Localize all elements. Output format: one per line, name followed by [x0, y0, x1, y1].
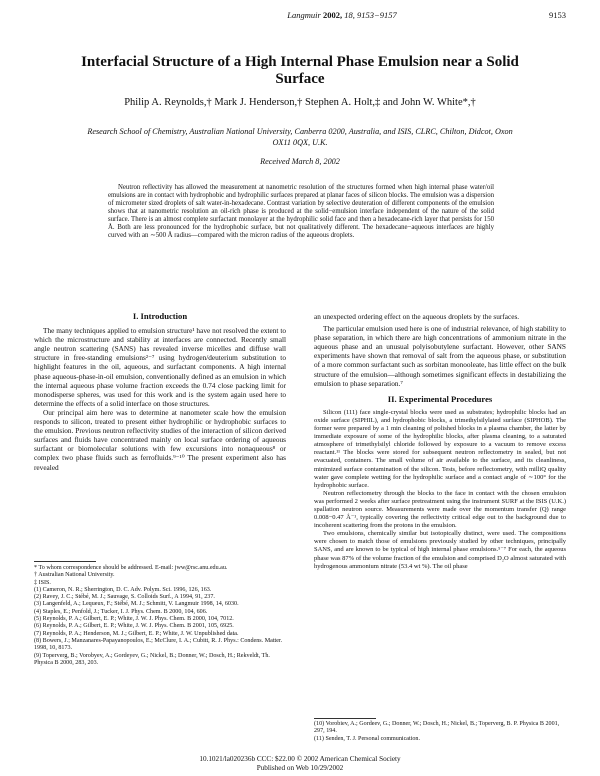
footnote: (4) Staples, E.; Penfold, J.; Tucker, I. J. Phys. Chem. B 2000, 104, 606.: [34, 608, 208, 615]
received-date: Received March 8, 2002: [260, 157, 340, 166]
paragraph: The many techniques applied to emulsion structure¹ have not resolved the extent to which the microstructure and stability at interfaces are connected. Recently small angle neutron scattering (SANS) has revealed inverse micelles and diffuse wall structure in free-standing emulsions²⁻⁷ using hydrogen/deuterium substitution to highlight features in the oil, aqueous, and surfactant components. A high internal phase aqueous-phase-in-oil emulsion, conventionally defined as an emulsion in which the internal aqueous phase volume fraction exceeds the 0.74 close packing limit for monodisperse spheres, was used for this work and is the system again used here to determine the effects of a solid interface on those structures.: [34, 326, 286, 408]
right-column: [314, 312, 566, 571]
page-number: 9153: [549, 10, 566, 20]
paragraph: an unexpected ordering effect on the aqueous droplets by the surfaces.: [314, 312, 520, 321]
footnote: (1) Cameron, N. R.; Sherrington, D. C. Adv. Polym. Sci. 1996, 126, 163.: [34, 586, 212, 593]
footnotes-right: [314, 721, 566, 743]
paragraph: Our principal aim here was to determine at nanometer scale how the emulsion responds to silicon, treated to present either hydrophilic or hydrophobic surfaces to the emulsion. Previous neutron reflectivity studies of the interaction of silicon derived surfaces and fluids have concentrated mainly on local surface ordering of aqueous surfactant or biomolecular solutions with few excursions into nonaqueous⁸ or complex two phase fluids such as ferrofluids.⁹⁻¹⁰ The present experiment also has revealed: [34, 407, 286, 472]
footer-published: Published on Web 10/29/2002: [256, 764, 344, 772]
article-title: Interfacial Structure of a High Internal Phase Emulsion near a Solid Surface: [81, 54, 519, 87]
footnote: (7) Reynolds, P. A.; Henderson, M. J.; Gilbert, E. P.; White, J. W. Unpublished data.: [34, 630, 239, 637]
journal-name: Langmuir: [287, 10, 321, 20]
footnote: † Australian National University.: [34, 572, 115, 579]
footnote-divider: [34, 561, 96, 562]
paragraph: Neutron reflectometry through the blocks to the face in contact with the chosen emulsion was performed 2 weeks after surface pretreatment using the instrument SURF at the ISIS (U.K.) spallation neutron source. Measurements were made over the momentum transfer (Q) range 0.008−0.47 Å⁻¹, typically covering the reflectivity critical edge out to the background due to incoherent scattering from the protons in the emulsion.: [314, 489, 566, 530]
paragraph: Silicon (111) face single-crystal blocks were used as substrates; hydrophilic blocks had an oxide surface (SIPHIL), and hydrophobic blocks, a trimethylsilylated surface (SIPHOB). The former were prepared by a 1 min cleaning of polished blocks in a plasma chamber, the latter by immediate exposure of some of the hydrophilic blocks, after plasma cleaning, to a saturated atmosphere of trimethylsilyl chloride followed by exposure to a vacuum to remove excess reactant.¹¹ The blocks were stored for subsequent neutron reflectometry in sealed, but not evacuated, containers. The small volume of air available to the surface, and its cleanliness, minimized surface contamination of the silicon. Tests, before reflectometry, with milliQ quality water gave complete wetting for the hydrophilic surface and a contact angle of ∼100° for the hydrophobic surface.: [314, 408, 566, 489]
affiliation: Research School of Chemistry, Australian National University, Canberra 0200, Australia, and ISIS, CLRC, Chilton, Didcot, Oxon OX11 0QX, U.K.: [87, 127, 513, 147]
author-list: Philip A. Reynolds,† Mark J. Henderson,† Stephen A. Holt,‡ and John W. White*,†: [124, 97, 476, 108]
footnote: (6) Reynolds, P. A.; Gilbert, E. P.; White, J. W. J. Phys. Chem. B 2001, 105, 6925.: [34, 623, 234, 630]
section-heading-introduction: I. Introduction: [132, 311, 188, 321]
footnote: (11) Senden, T. J. Personal communication.: [314, 735, 421, 742]
left-column: [34, 312, 286, 472]
footnote: (5) Reynolds, P. A.; Gilbert, E. P.; White, J. W. J. Phys. Chem. B 2000, 104, 7012.: [34, 616, 234, 623]
footnote-divider: [314, 718, 376, 719]
footnote: (3) Langenfeld, A.; Lequeux, F.; Stébé, M. J.; Schmitt, V. Langmuir 1998, 14, 6030.: [34, 601, 239, 608]
section-heading-experimental: II. Experimental Procedures: [387, 393, 493, 404]
footnote: (9) Toperverg, B.; Vorobyev, A.; Gordeyev, G.; Nickel, B.; Donner, W.; Dosch, H.; Rekveldt, Th. Physica B 2000, 283, 203.: [34, 652, 270, 666]
paragraph: The particular emulsion used here is one of industrial relevance, of high stability to phase separation, in which there are high concentrations of ammonium nitrate in the aqueous phase and an unusual polyisobutylene surfactant. However, other SANS experiments have shown that removal of salt from the aqueous phase, or substitution of a more common surfactant such as sorbitan monooleate, has little effect on the bulk structure of the emulsion—although sometimes significant effects in destabilizing the emulsion to phase separation.⁷: [314, 324, 566, 388]
journal-year: 2002,: [322, 10, 343, 20]
footnotes-left: [34, 565, 286, 667]
running-header: [242, 10, 442, 20]
footnote: ‡ ISIS.: [34, 579, 51, 586]
footnote: * To whom correspondence should be addressed. E-mail: jww@rsc.anu.edu.au.: [34, 565, 228, 571]
volume-pages: 18, 9153−9157: [344, 10, 397, 20]
paragraph: Two emulsions, chemically similar but isotopically distinct, were used. The compositions were chosen to match those of emulsions previously studied by other techniques, principally SANS, and are known to be typical of high internal phase emulsions.⁵⁻⁷ For each, the aqueous phase was 87% of the volume fraction of the emulsion and comprised D₂O almost saturated with hydrogenous ammonium nitrate (53.4 wt %). The oil phase: [314, 530, 566, 570]
footer-doi: 10.1021/la020236b CCC: $22.00 © 2002 American Chemical Society: [199, 755, 401, 763]
footnote: (10) Vorobiev, A.; Gordeev, G.; Donner, W.; Dosch, H.; Nickel, B.; Toperverg, B. P. Physica B 2001, 297, 194.: [314, 721, 560, 735]
abstract: Neutron reflectivity has allowed the measurement at nanometric resolution of the structures formed when high internal phase water/oil emulsions are in contact with hydrophobic and hydrophilic surfaces prepared at planar faces of silicon blocks. The emulsion was a dispersion of micrometer sized droplets of salt water-in-hexadecane. Contrast variation by selective deuteration of different components of the emulsion shows that at nanometric resolution an oil-rich phase is produced at the solid−emulsion interface independent of the nature of the solid surface. There is an almost complete surfactant monolayer at the hydrophilic solid face and then a hexadecane-rich layer that persists for 150 Å. Both are less pronounced for the hydrophobic surface, but not qualitatively different. The hexadecane−aqueous interfaces are highly curved with an ∼500 Å radius—compared with the micron radius of the aqueous droplets.: [108, 184, 494, 240]
footnote: (2) Ravey, J. C.; Stébé, M. J.; Sauvage, S. Colloids Surf., A 1994, 91, 237.: [34, 594, 215, 601]
footnote: (8) Bowers, J.; Manzanares-Papayanopoulos, E.; McClure, I. A.; Cubitt, R. J. Phys.: Condens. Matter. 1998, 10, 8173.: [34, 637, 283, 652]
